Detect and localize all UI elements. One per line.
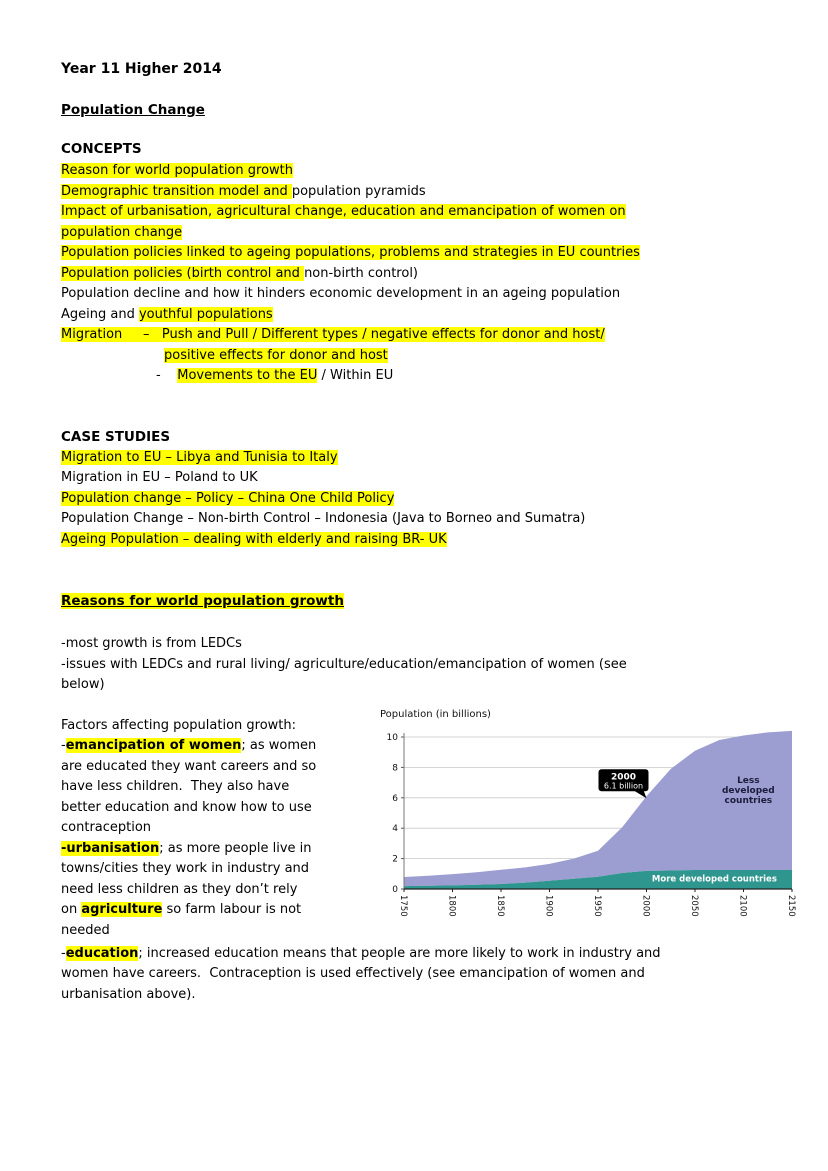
y-tick-label: 0: [392, 884, 398, 895]
text-line: [61, 468, 793, 489]
text-segment: Ageing and: [61, 306, 139, 322]
text-segment: Factors affecting population growth:: [61, 717, 297, 733]
x-tick-label: 1850: [495, 894, 505, 917]
population-growth-chart: [378, 723, 798, 935]
text-line: [61, 634, 793, 655]
x-tick-label: 2150: [786, 894, 796, 917]
text-segment: non-birth control): [304, 265, 418, 281]
y-tick-label: 4: [392, 823, 398, 834]
highlighted-text: Population policies (birth control and: [61, 265, 305, 281]
reasons-intro: [61, 634, 793, 696]
x-tick-label: 1750: [398, 894, 408, 917]
y-tick-label: 6: [392, 793, 398, 804]
text-segment: -issues with LEDCs and rural living/ agriculture/education/emancipation of women (see: [61, 656, 627, 672]
text-segment: / Within EU: [317, 368, 394, 383]
text-segment: women have careers. Contraception is used effectively (see emancipation of women and: [61, 966, 645, 981]
x-tick-label: 1800: [446, 894, 457, 917]
text-line: [61, 675, 793, 696]
highlighted-text: Reason for world population growth: [61, 163, 293, 178]
text-line: [61, 757, 395, 778]
text-line: [61, 964, 793, 985]
y-tick-label: 10: [386, 732, 398, 743]
case-studies-heading: CASE STUDIES: [61, 428, 171, 445]
text-line: [61, 839, 395, 860]
text-segment: have less children. They also have: [61, 779, 290, 794]
concepts-list: [61, 161, 793, 387]
highlighted-text: emancipation of women: [65, 738, 242, 753]
text-line: [61, 489, 793, 510]
document-content: [61, 0, 796, 1005]
highlighted-text: Impact of urbanisation, agricultural change, education and emancipation of women on: [61, 204, 626, 219]
factors-and-chart: [61, 708, 796, 942]
x-tick-label: 1900: [543, 894, 554, 917]
ldc-label: developed: [721, 785, 775, 796]
highlighted-text: Ageing Population – dealing with elderly and raising BR- UK: [61, 531, 447, 547]
text-segment: ; increased education means that people are more likely to work in industry and: [138, 945, 661, 961]
text-line: [61, 921, 395, 942]
reasons-heading-text: Reasons for world population growth: [61, 593, 344, 609]
text-line: [61, 305, 793, 326]
text-line: [61, 655, 793, 676]
text-segment: ; as more people live in: [159, 840, 312, 856]
text-line: [61, 284, 793, 305]
text-line: [61, 777, 395, 798]
x-tick-label: 2000: [640, 894, 651, 917]
text-line: [61, 509, 793, 530]
callout-value: 6.1 billion: [603, 780, 644, 790]
text-line: [61, 325, 793, 346]
text-segment: need less children as they don’t rely: [61, 881, 298, 897]
ldc-area: [404, 730, 792, 885]
text-line: [61, 798, 395, 819]
text-line: [61, 448, 793, 469]
text-segment: ; as women: [241, 738, 317, 753]
text-segment: needed: [61, 922, 110, 938]
factors-text: [61, 709, 395, 942]
x-tick-label: 2050: [689, 894, 699, 917]
case-studies-list: [61, 448, 793, 551]
highlighted-text: population change: [61, 224, 183, 240]
text-line: [61, 346, 793, 367]
text-segment: urbanisation above).: [61, 986, 196, 1002]
chart-title: Population (in billions): [380, 708, 491, 720]
text-line: [61, 716, 395, 737]
text-line: [61, 985, 793, 1006]
text-segment: -: [156, 368, 178, 383]
text-segment: -: [61, 738, 66, 753]
text-segment: Migration in EU – Poland to UK: [61, 470, 258, 485]
callout-year: 2000: [610, 771, 637, 782]
mdc-label: More developed countries: [651, 874, 777, 884]
highlighted-text: education: [65, 945, 139, 961]
text-segment: below): [61, 677, 105, 692]
text-segment: better education and know how to use: [61, 799, 312, 815]
ldc-label: countries: [724, 795, 773, 806]
text-segment: towns/cities they work in industry and: [61, 861, 310, 876]
text-segment: -: [61, 945, 66, 961]
text-line: [61, 223, 793, 244]
x-tick-label: 2100: [737, 894, 748, 917]
doc-subtitle: Population Change: [61, 102, 205, 118]
y-tick-label: 2: [392, 854, 398, 865]
education-paragraph: [61, 944, 793, 1006]
text-line: [61, 243, 793, 264]
text-segment: on: [61, 902, 82, 917]
doc-title: Year 11 Higher 2014: [61, 61, 222, 77]
highlighted-text: Migration – Push and Pull / Different types / negative effects for donor and host/: [61, 327, 605, 342]
text-segment: Population decline and how it hinders economic development in an ageing population: [61, 286, 621, 301]
highlighted-text: positive effects for donor and host: [164, 347, 388, 363]
callout-pointer: [634, 790, 647, 798]
text-segment: are educated they want careers and so: [61, 758, 317, 774]
text-line: [61, 944, 793, 965]
highlighted-text: Movements to the EU: [177, 368, 318, 383]
text-line: [61, 736, 395, 757]
text-segment: contraception: [61, 820, 152, 835]
reasons-heading: [61, 591, 793, 612]
text-line: [61, 880, 395, 901]
text-line: [61, 366, 793, 387]
text-line: [61, 202, 793, 223]
text-line: [61, 859, 395, 880]
concepts-heading: CONCEPTS: [61, 141, 142, 157]
text-segment: Population Change – Non-birth Control – Indonesia (Java to Borneo and Sumatra): [61, 511, 586, 526]
highlighted-text: agriculture: [81, 902, 163, 917]
highlighted-text: youthful populations: [138, 306, 273, 322]
x-tick-label: 1950: [592, 894, 602, 917]
text-line: [61, 818, 395, 839]
text-segment: -most growth is from LEDCs: [61, 636, 242, 651]
text-segment: population pyramids: [291, 183, 426, 199]
text-segment: so farm labour is not: [162, 902, 302, 917]
text-line: [61, 900, 395, 921]
highlighted-text: Population change – Policy – China One Child Policy: [61, 490, 395, 506]
text-line: [61, 161, 793, 182]
text-line: [61, 264, 793, 285]
highlighted-text: Demographic transition model and: [61, 183, 292, 199]
text-line: [61, 530, 793, 551]
y-tick-label: 8: [392, 762, 398, 773]
ldc-label: Less: [737, 775, 760, 786]
text-line: [61, 182, 793, 203]
highlighted-text: Population policies linked to ageing populations, problems and strategies in EU countries: [61, 245, 640, 260]
population-chart: [378, 709, 798, 939]
highlighted-text: Migration to EU – Libya and Tunisia to Italy: [61, 449, 338, 465]
highlighted-text: -urbanisation: [61, 840, 160, 856]
